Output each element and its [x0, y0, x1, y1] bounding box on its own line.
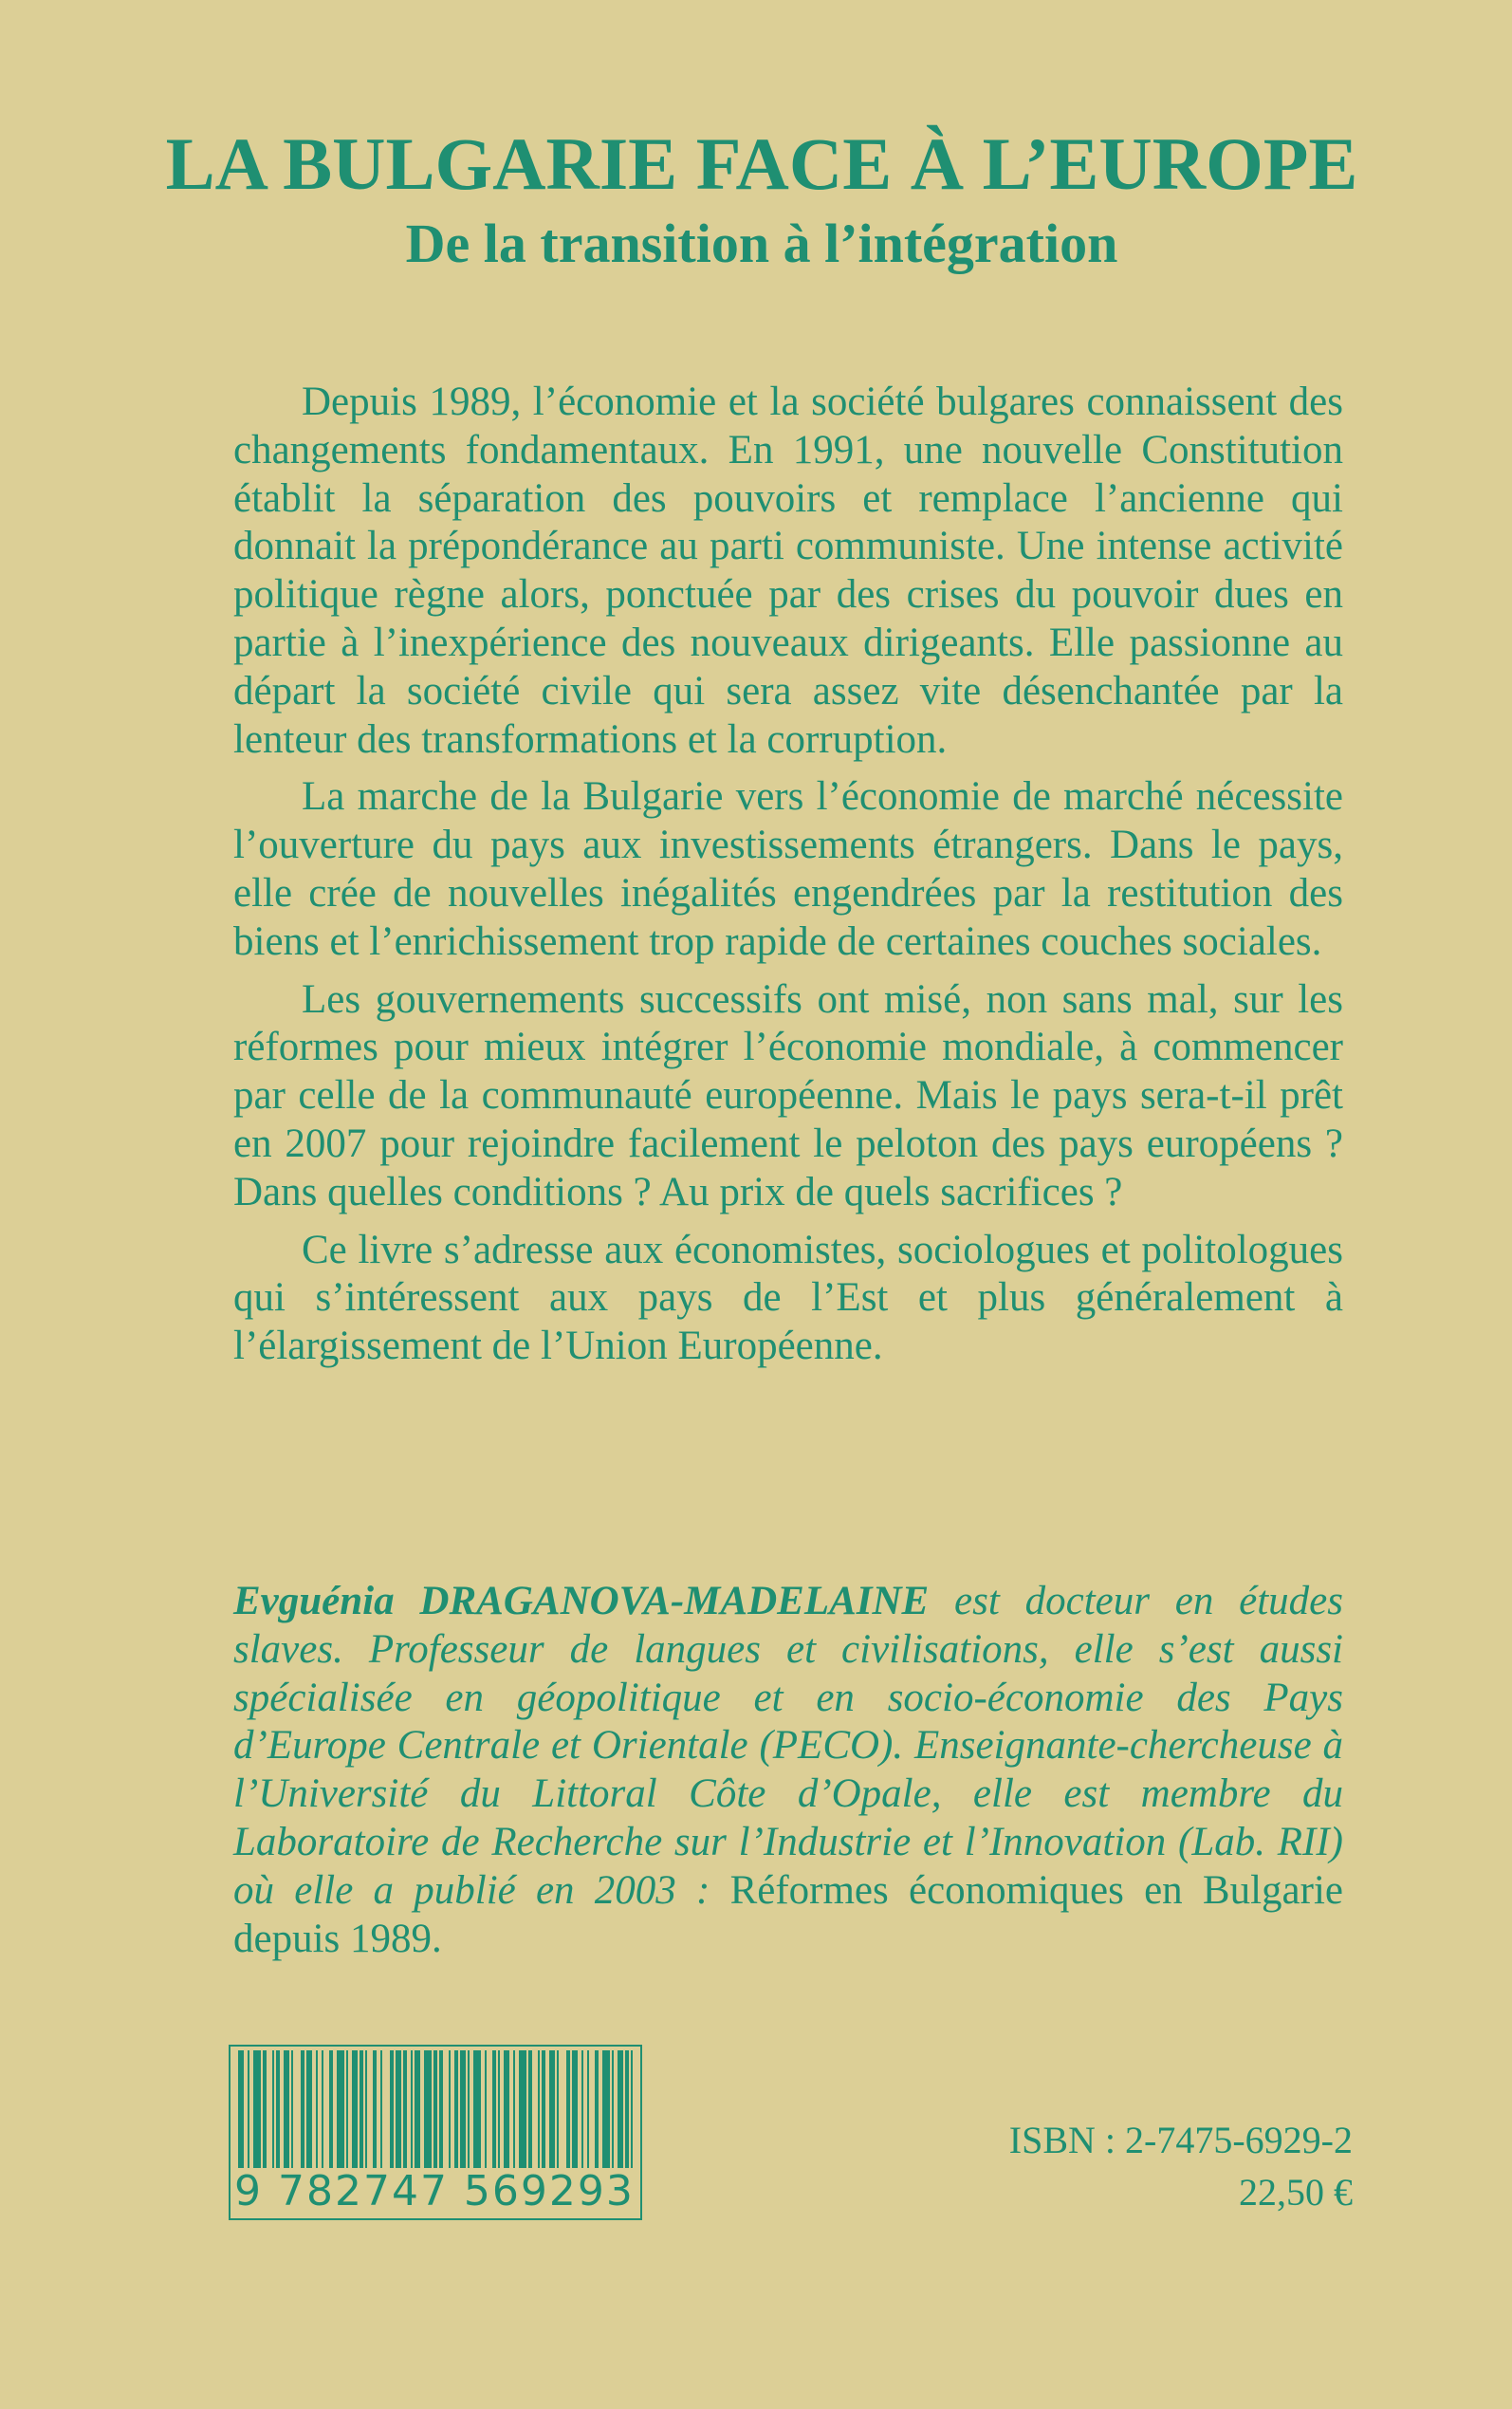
isbn: ISBN : 2-7475-6929-2	[1008, 2119, 1353, 2161]
back-cover-summary	[233, 379, 1343, 1381]
author-previous-book: Réformes économiques en Bulgarie depuis 1989.	[233, 1867, 1343, 1961]
author-bio-text: est docteur en études slaves. Professeur de langues et civilisations, elle s’est aussi spécialisée en géopolitique et en socio-économie des Pays d’Europe Centrale et Orientale (PECO). Enseignante-chercheuse à l’Université du Littoral Côte d’Opale, elle est membre du Laboratoire de Recherche sur l’Industrie et l’Innovation (Lab. RII) où elle a publié en 2003 :	[233, 1579, 1344, 1913]
price: 22,50 €	[1239, 2171, 1353, 2214]
barcode-number: 9 782747 569293	[230, 2168, 638, 2215]
summary-paragraph-4: Ce livre s’adresse aux économistes, sociologues et politologues qui s’intéressent aux pays de l’Est et plus généralement à l’élargissement de l’Union Européenne.	[233, 1227, 1343, 1369]
author-bio	[233, 1578, 1343, 1973]
summary-paragraph-3: Les gouvernements successifs ont misé, non sans mal, sur les réformes pour mieux intégrer l’économie mondiale, à commencer par celle de la communauté européenne. Mais le pays sera-t-il prêt en 2007 pour rejoindre facilement le peloton des pays européens ? Dans quelles conditions ? Au prix de quels sacrifices ?	[233, 976, 1343, 1214]
author-name: Evguénia DRAGANOVA-MADELAINE	[233, 1579, 930, 1623]
book-title: LA BULGARIE FACE À L’EUROPE	[165, 122, 1358, 205]
summary-paragraph-2: La marche de la Bulgarie vers l’économie de marché nécessite l’ouverture du pays aux investissements étrangers. Dans le pays, elle crée de nouvelles inégalités engendrées par la restitution des biens et l’enrichissement trop rapide de certaines couches sociales.	[233, 774, 1343, 964]
author-bio-paragraph	[233, 1578, 1343, 1963]
book-subtitle: De la transition à l’intégration	[405, 213, 1118, 274]
summary-paragraph-1: Depuis 1989, l’économie et la société bulgares connaissent des changements fondamentaux. En 1991, une nouvelle Constitution établit la séparation des pouvoirs et remplace l’ancienne qui donnait la prépondérance au parti communiste. Une intense activité politique règne alors, ponctuée par des crises du pouvoir dues en partie à l’inexpérience des nouveaux dirigeants. Elle passionne au départ la société civile qui sera assez vite désenchantée par la lenteur des transformations et la corruption.	[233, 380, 1343, 762]
